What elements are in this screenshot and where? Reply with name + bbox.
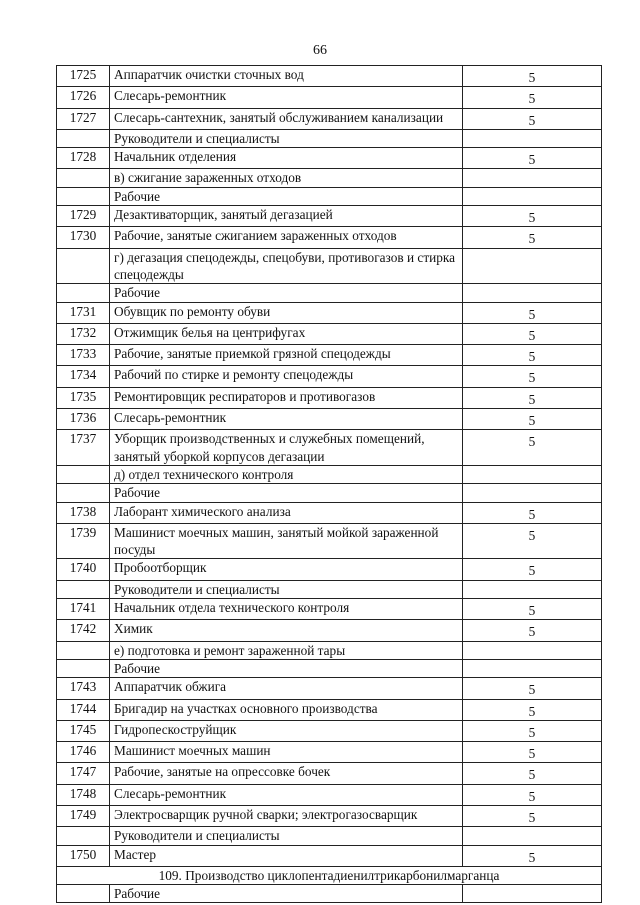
row-profession: Гидропескоструйщик	[110, 720, 463, 741]
row-profession: Лаборант химического анализа	[110, 502, 463, 523]
row-number: 1749	[57, 805, 110, 826]
row-value: 5	[528, 391, 536, 407]
table-row	[57, 885, 602, 903]
row-number	[57, 827, 110, 845]
row-profession: е) подготовка и ремонт зараженной тары	[110, 641, 463, 659]
row-value-cell	[463, 387, 602, 408]
row-value-cell	[463, 620, 602, 641]
row-value: 5	[528, 603, 536, 619]
row-number	[57, 248, 110, 284]
table-row	[57, 659, 602, 677]
row-profession: Бригадир на участках основного производства	[110, 699, 463, 720]
table-row	[57, 523, 602, 559]
row-value: 5	[528, 306, 536, 322]
row-profession: Слесарь-ремонтник	[110, 87, 463, 108]
row-profession: Машинист моечных машин	[110, 742, 463, 763]
table-row	[57, 227, 602, 248]
row-profession: Рабочий по стирке и ремонту спецодежды	[110, 366, 463, 387]
row-number: 1732	[57, 323, 110, 344]
table-row	[57, 148, 602, 169]
row-profession: Рабочие, занятые на опрессовке бочек	[110, 763, 463, 784]
row-value: 5	[528, 767, 536, 783]
row-value-cell	[463, 678, 602, 699]
table-row	[57, 465, 602, 483]
table-row	[57, 248, 602, 284]
table-row	[57, 169, 602, 187]
table-row	[57, 409, 602, 430]
table-row	[57, 108, 602, 129]
row-number: 1735	[57, 387, 110, 408]
row-value: 5	[528, 527, 536, 543]
row-value: 5	[528, 70, 536, 85]
row-value: 5	[528, 809, 536, 825]
row-value-cell	[463, 465, 602, 483]
row-number	[57, 484, 110, 502]
table-row	[57, 430, 602, 466]
row-profession: г) дегазация спецодежды, спецобуви, противогазов и стирка спецодежды	[110, 248, 463, 284]
row-profession: Слесарь-ремонтник	[110, 784, 463, 805]
row-value-cell	[463, 659, 602, 677]
row-profession: Руководители и специалисты	[110, 580, 463, 598]
table-row	[57, 559, 602, 580]
table-row	[57, 284, 602, 302]
row-value-cell	[463, 502, 602, 523]
row-profession: Уборщик производственных и служебных помещений, занятый уборкой корпусов дегазации	[110, 430, 463, 466]
row-number: 1748	[57, 784, 110, 805]
row-profession: Руководители и специалисты	[110, 129, 463, 147]
row-value: 5	[528, 413, 536, 429]
row-value	[467, 466, 597, 469]
table-row	[57, 387, 602, 408]
table-row	[57, 784, 602, 805]
row-number: 1750	[57, 845, 110, 866]
row-number: 1734	[57, 366, 110, 387]
row-value: 5	[528, 349, 536, 365]
row-profession: Обувщик по ремонту обуви	[110, 302, 463, 323]
row-profession: Рабочие	[110, 659, 463, 677]
row-number: 1725	[57, 66, 110, 87]
row-value-cell	[463, 641, 602, 659]
table-row	[57, 302, 602, 323]
row-number: 1743	[57, 678, 110, 699]
table-row	[57, 580, 602, 598]
row-value-cell	[463, 87, 602, 108]
table-row	[57, 641, 602, 659]
row-value	[467, 484, 597, 487]
row-profession: Отжимщик белья на центрифугах	[110, 323, 463, 344]
row-value	[467, 169, 597, 172]
row-value-cell	[463, 366, 602, 387]
row-value: 5	[528, 327, 536, 343]
row-value: 5	[528, 370, 536, 386]
table-row	[57, 502, 602, 523]
row-profession: д) отдел технического контроля	[110, 465, 463, 483]
row-value	[467, 885, 597, 888]
row-profession: Рабочие	[110, 187, 463, 205]
page-number: 66	[313, 43, 327, 58]
row-value: 5	[528, 849, 536, 865]
row-value-cell	[463, 108, 602, 129]
row-number	[57, 129, 110, 147]
table-row	[57, 699, 602, 720]
table-row	[57, 620, 602, 641]
row-number: 1738	[57, 502, 110, 523]
row-profession: Аппаратчик очистки сточных вод	[110, 66, 463, 87]
row-number: 1740	[57, 559, 110, 580]
row-profession: в) сжигание зараженных отходов	[110, 169, 463, 187]
row-value	[467, 284, 597, 287]
row-value: 5	[528, 231, 536, 247]
row-value-cell	[463, 742, 602, 763]
row-value: 5	[528, 788, 536, 804]
row-number: 1733	[57, 345, 110, 366]
row-number: 1742	[57, 620, 110, 641]
row-value-cell	[463, 227, 602, 248]
table-row	[57, 742, 602, 763]
row-value	[467, 827, 597, 830]
row-value: 5	[528, 624, 536, 640]
row-number	[57, 284, 110, 302]
row-value: 5	[528, 210, 536, 226]
row-value-cell	[463, 699, 602, 720]
table-row	[57, 206, 602, 227]
row-number: 1730	[57, 227, 110, 248]
row-number: 1731	[57, 302, 110, 323]
table-row	[57, 187, 602, 205]
row-number: 1746	[57, 742, 110, 763]
row-value-cell	[463, 187, 602, 205]
table-row	[57, 805, 602, 826]
row-value-cell	[463, 345, 602, 366]
row-value	[467, 660, 597, 663]
row-profession: Начальник отдела технического контроля	[110, 599, 463, 620]
row-profession: Пробоотборщик	[110, 559, 463, 580]
table-row	[57, 87, 602, 108]
row-value: 5	[528, 703, 536, 719]
row-number	[57, 187, 110, 205]
table-row	[57, 599, 602, 620]
row-number: 1736	[57, 409, 110, 430]
table-row	[57, 66, 602, 87]
row-value-cell	[463, 430, 602, 466]
row-number: 1745	[57, 720, 110, 741]
table-row	[57, 129, 602, 147]
row-number	[57, 580, 110, 598]
profession-table	[56, 65, 602, 903]
row-number	[57, 465, 110, 483]
row-value-cell	[463, 323, 602, 344]
row-value: 5	[528, 434, 536, 450]
table-row	[57, 763, 602, 784]
row-number: 1726	[57, 87, 110, 108]
table-row	[57, 366, 602, 387]
row-value: 5	[528, 152, 536, 168]
row-value: 5	[528, 112, 536, 128]
row-number: 1737	[57, 430, 110, 466]
row-value-cell	[463, 148, 602, 169]
row-value-cell	[463, 284, 602, 302]
row-value-cell	[463, 484, 602, 502]
row-profession: Дезактиваторщик, занятый дегазацией	[110, 206, 463, 227]
row-value-cell	[463, 523, 602, 559]
table-body	[57, 66, 602, 903]
row-value-cell	[463, 409, 602, 430]
row-value-cell	[463, 206, 602, 227]
row-value-cell	[463, 845, 602, 866]
table-row	[57, 827, 602, 845]
row-number: 1727	[57, 108, 110, 129]
row-number: 1729	[57, 206, 110, 227]
row-value-cell	[463, 720, 602, 741]
row-number: 1747	[57, 763, 110, 784]
row-number	[57, 169, 110, 187]
row-number	[57, 641, 110, 659]
row-profession: Слесарь-сантехник, занятый обслуживанием канализации	[110, 108, 463, 129]
table-row	[57, 345, 602, 366]
row-value-cell	[463, 248, 602, 284]
row-profession: Слесарь-ремонтник	[110, 409, 463, 430]
row-value-cell	[463, 302, 602, 323]
section-heading: 109. Производство циклопентадиенилтрикарбонилмарганца	[57, 866, 602, 884]
row-value: 5	[528, 91, 536, 107]
row-value	[467, 130, 597, 133]
row-number: 1739	[57, 523, 110, 559]
table-row	[57, 484, 602, 502]
table-row	[57, 678, 602, 699]
row-value: 5	[528, 506, 536, 522]
row-profession: Рабочие	[110, 885, 463, 903]
row-number: 1741	[57, 599, 110, 620]
row-profession: Ремонтировщик респираторов и противогазов	[110, 387, 463, 408]
row-number	[57, 885, 110, 903]
row-profession: Начальник отделения	[110, 148, 463, 169]
row-value: 5	[528, 563, 536, 579]
table-row	[57, 323, 602, 344]
row-value: 5	[528, 746, 536, 762]
row-value: 5	[528, 724, 536, 740]
row-number: 1744	[57, 699, 110, 720]
row-profession: Рабочие	[110, 284, 463, 302]
row-value	[467, 642, 597, 645]
row-value-cell	[463, 66, 602, 87]
row-value-cell	[463, 580, 602, 598]
row-profession: Химик	[110, 620, 463, 641]
row-profession: Мастер	[110, 845, 463, 866]
row-profession: Рабочие	[110, 484, 463, 502]
row-value	[467, 249, 597, 252]
table-row	[57, 720, 602, 741]
row-value-cell	[463, 763, 602, 784]
row-value	[467, 188, 597, 191]
row-value-cell	[463, 559, 602, 580]
row-value-cell	[463, 885, 602, 903]
row-profession: Машинист моечных машин, занятый мойкой зараженной посуды	[110, 523, 463, 559]
row-profession: Рабочие, занятые сжиганием зараженных отходов	[110, 227, 463, 248]
row-value-cell	[463, 805, 602, 826]
row-profession: Электросварщик ручной сварки; электрогазосварщик	[110, 805, 463, 826]
table-row	[57, 845, 602, 866]
row-number	[57, 659, 110, 677]
row-profession: Рабочие, занятые приемкой грязной спецодежды	[110, 345, 463, 366]
row-value-cell	[463, 827, 602, 845]
row-value-cell	[463, 599, 602, 620]
row-number: 1728	[57, 148, 110, 169]
row-value: 5	[528, 682, 536, 698]
row-profession: Аппаратчик обжига	[110, 678, 463, 699]
row-value-cell	[463, 784, 602, 805]
section-heading-row	[57, 866, 602, 884]
row-value-cell	[463, 129, 602, 147]
row-value	[467, 581, 597, 584]
row-profession: Руководители и специалисты	[110, 827, 463, 845]
row-value-cell	[463, 169, 602, 187]
